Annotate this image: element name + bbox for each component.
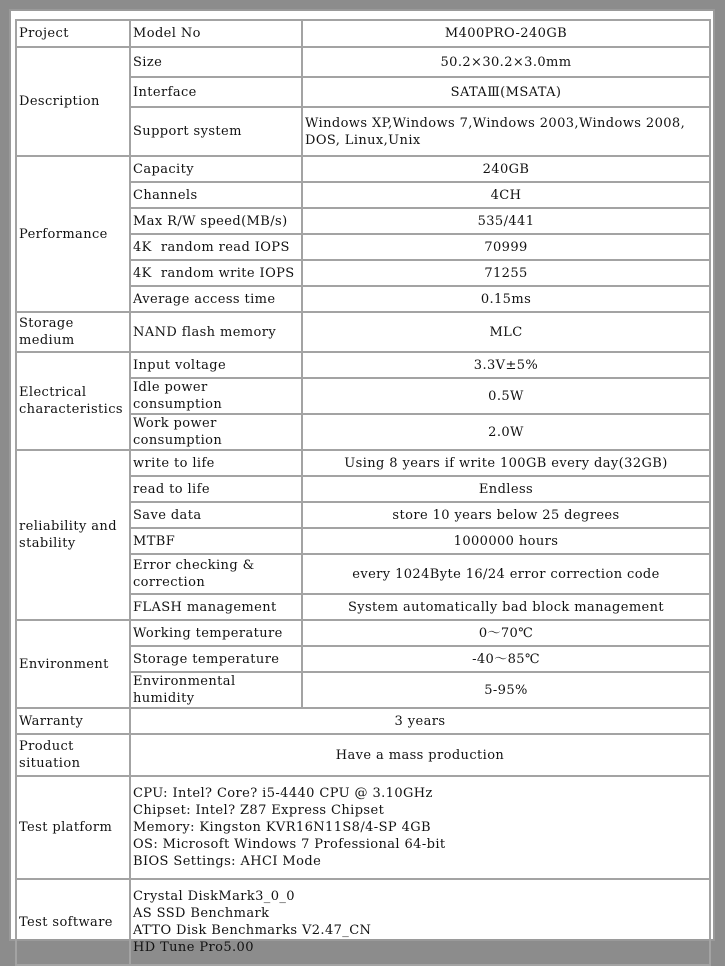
spec-value: Using 8 years if write 100GB every day(32GB) [302,450,710,476]
test-software-value: Crystal DiskMark3_0_0 AS SSD Benchmark ATTO Disk Benchmarks V2.47_CN HD Tune Pro5.00 [130,879,710,965]
spec-name: write to life [130,450,302,476]
spec-value: 70999 [302,234,710,260]
spec-value: 535/441 [302,208,710,234]
header-model-value: M400PRO-240GB [302,20,710,47]
spec-name: read to life [130,476,302,502]
spec-name: FLASH management [130,594,302,620]
spec-sheet [9,9,715,955]
spec-value: store 10 years below 25 degrees [302,502,710,528]
spec-table [15,19,711,966]
description-label: Description [16,47,130,156]
spec-value: every 1024Byte 16/24 error correction code [302,554,710,594]
spec-name: Idle power consumption [130,378,302,414]
spec-value: System automatically bad block management [302,594,710,620]
table-row [16,312,710,352]
spec-name: Interface [130,77,302,107]
spec-name: Input voltage [130,352,302,378]
spec-value: SATAⅢ(MSATA) [302,77,710,107]
spec-name: Size [130,47,302,77]
table-row [16,879,710,965]
spec-name: MTBF [130,528,302,554]
header-row [16,20,710,47]
spec-name: Work power consumption [130,414,302,450]
test-platform-value: CPU: Intel? Core? i5-4440 CPU @ 3.10GHz Chipset: Intel? Z87 Express Chipset Memory: Kingston KVR16N11S8/4-SP 4GB OS: Microsoft Windows 7 Professional 64-bit BIOS Settings: AHCI Mode [130,776,710,879]
table-row [16,620,710,646]
spec-value: 71255 [302,260,710,286]
environment-label: Environment [16,620,130,708]
spec-name: Environmental humidity [130,672,302,708]
electrical-label: Electrical characteristics [16,352,130,450]
header-model-no: Model No [130,20,302,47]
test-software-label: Test software [16,879,130,965]
spec-name: NAND flash memory [130,312,302,352]
spec-value: 1000000 hours [302,528,710,554]
table-row [16,776,710,879]
spec-name: Max R/W speed(MB/s) [130,208,302,234]
storage-label: Storage medium [16,312,130,352]
spec-name: Storage temperature [130,646,302,672]
spec-name: Support system [130,107,302,156]
spec-value: 50.2×30.2×3.0mm [302,47,710,77]
spec-value: 0.15ms [302,286,710,312]
table-row [16,156,710,182]
spec-value: -40～85℃ [302,646,710,672]
spec-value: 0～70℃ [302,620,710,646]
spec-name: Channels [130,182,302,208]
header-project: Project [16,20,130,47]
spec-value: 4CH [302,182,710,208]
spec-value: MLC [302,312,710,352]
warranty-label: Warranty [16,708,130,734]
table-row [16,450,710,476]
test-platform-label: Test platform [16,776,130,879]
table-row [16,352,710,378]
spec-value: 2.0W [302,414,710,450]
table-row [16,734,710,776]
spec-value: 240GB [302,156,710,182]
spec-name: Capacity [130,156,302,182]
performance-label: Performance [16,156,130,312]
spec-value: 5-95% [302,672,710,708]
spec-value: 0.5W [302,378,710,414]
table-row [16,708,710,734]
spec-value: Endless [302,476,710,502]
product-situation-value: Have a mass production [130,734,710,776]
spec-name: 4K random read IOPS [130,234,302,260]
spec-name: Save data [130,502,302,528]
warranty-value: 3 years [130,708,710,734]
product-situation-label: Product situation [16,734,130,776]
spec-value: Windows XP,Windows 7,Windows 2003,Windows 2008, DOS, Linux,Unix [302,107,710,156]
spec-value: 3.3V±5% [302,352,710,378]
spec-name: Error checking & correction [130,554,302,594]
spec-name: Working temperature [130,620,302,646]
spec-name: 4K random write IOPS [130,260,302,286]
spec-name: Average access time [130,286,302,312]
table-row [16,47,710,77]
reliability-label: reliability and stability [16,450,130,620]
